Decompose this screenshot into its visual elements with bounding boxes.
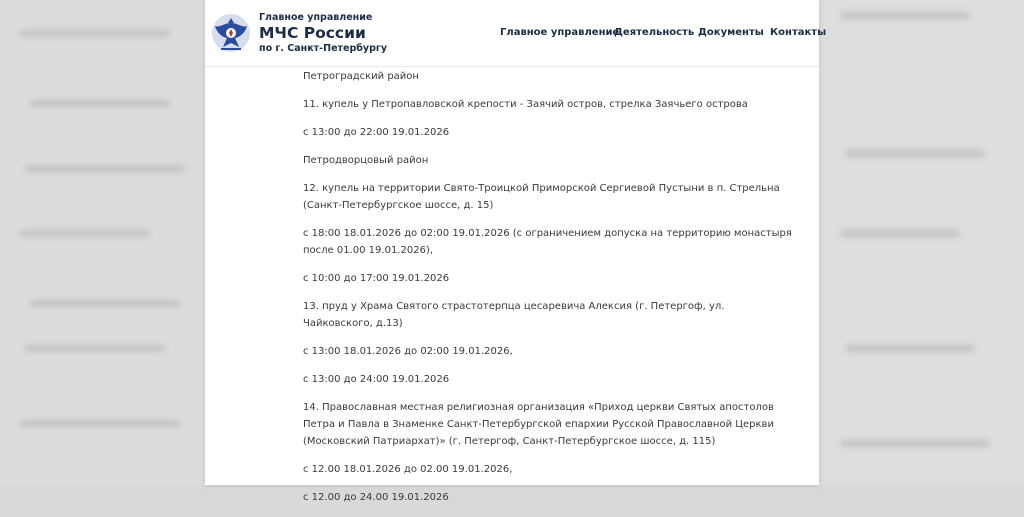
blurred-text-line bbox=[20, 420, 180, 427]
blurred-text-line bbox=[25, 345, 165, 352]
schedule-text: с 13:00 18.01.2026 до 02:00 19.01.2026, bbox=[303, 346, 513, 357]
district-heading: Петроградский район bbox=[303, 71, 419, 82]
page-panel bbox=[205, 0, 827, 503]
nav-link-main-directorate[interactable]: Главное управление bbox=[500, 27, 620, 38]
location-item: 12. купель на территории Свято-Троицкой Приморской Сергиевой Пустыни в п. Стрельна (Санкт-Петербургское шоссе, д. 15) bbox=[303, 183, 780, 211]
location-item: 13. пруд у Храма Святого страстотерпца цесаревича Алексия (г. Петергоф, ул. Чайковского, д.13) bbox=[303, 301, 725, 329]
blurred-text-line bbox=[25, 165, 185, 172]
nav-link-contacts[interactable]: Контакты bbox=[770, 27, 827, 38]
district-heading: Петродворцовый район bbox=[303, 155, 429, 166]
brand-bottom-text: по г. Санкт-Петербургу bbox=[259, 43, 388, 54]
blurred-text-line bbox=[20, 230, 150, 237]
blurred-text-line bbox=[840, 440, 990, 447]
blurred-background-left bbox=[0, 0, 205, 485]
nav-link-activity[interactable]: Деятельность bbox=[614, 27, 695, 38]
site-header bbox=[205, 0, 827, 67]
blurred-text-line bbox=[840, 12, 970, 19]
schedule-text: с 10:00 до 17:00 19.01.2026 bbox=[303, 273, 450, 284]
nav-link-documents[interactable]: Документы bbox=[698, 27, 764, 38]
brand-title[interactable] bbox=[259, 12, 387, 55]
blurred-text-line bbox=[30, 100, 170, 107]
eagle-emblem-icon[interactable] bbox=[211, 9, 251, 57]
blurred-text-line bbox=[845, 150, 985, 157]
schedule-text: с 13:00 до 22:00 19.01.2026 bbox=[303, 127, 450, 138]
schedule-text: с 12.00 до 24.00 19.01.2026 bbox=[303, 492, 449, 503]
schedule-text: с 13:00 до 24:00 19.01.2026 bbox=[303, 374, 450, 385]
brand-top-text: Главное управление bbox=[259, 12, 373, 23]
schedule-text: с 18:00 18.01.2026 до 02:00 19.01.2026 (с ограничением допуска на территорию монастыря после 01.00 19.01.2026), bbox=[303, 228, 792, 256]
blurred-text-line bbox=[845, 345, 975, 352]
blurred-text-line bbox=[20, 30, 170, 37]
location-item: 11. купель у Петропавловской крепости - Заячий остров, стрелка Заячьего острова bbox=[303, 99, 748, 110]
blurred-text-line bbox=[840, 230, 960, 237]
blurred-text-line bbox=[30, 300, 180, 307]
article-content bbox=[303, 68, 793, 517]
brand-main-text: МЧС России bbox=[259, 24, 366, 42]
location-item: 14. Православная местная религиозная организация «Приход церкви Святых апостолов Петра и Павла в Знаменке Санкт-Петербургской епархии Русской Православной Церкви (Московский Патриархат)» (г. Петергоф, Санкт-Петербургское шоссе, д. 115) bbox=[303, 402, 774, 447]
schedule-text: с 12.00 18.01.2026 до 02.00 19.01.2026, bbox=[303, 464, 513, 475]
blurred-background-right bbox=[819, 0, 1024, 485]
